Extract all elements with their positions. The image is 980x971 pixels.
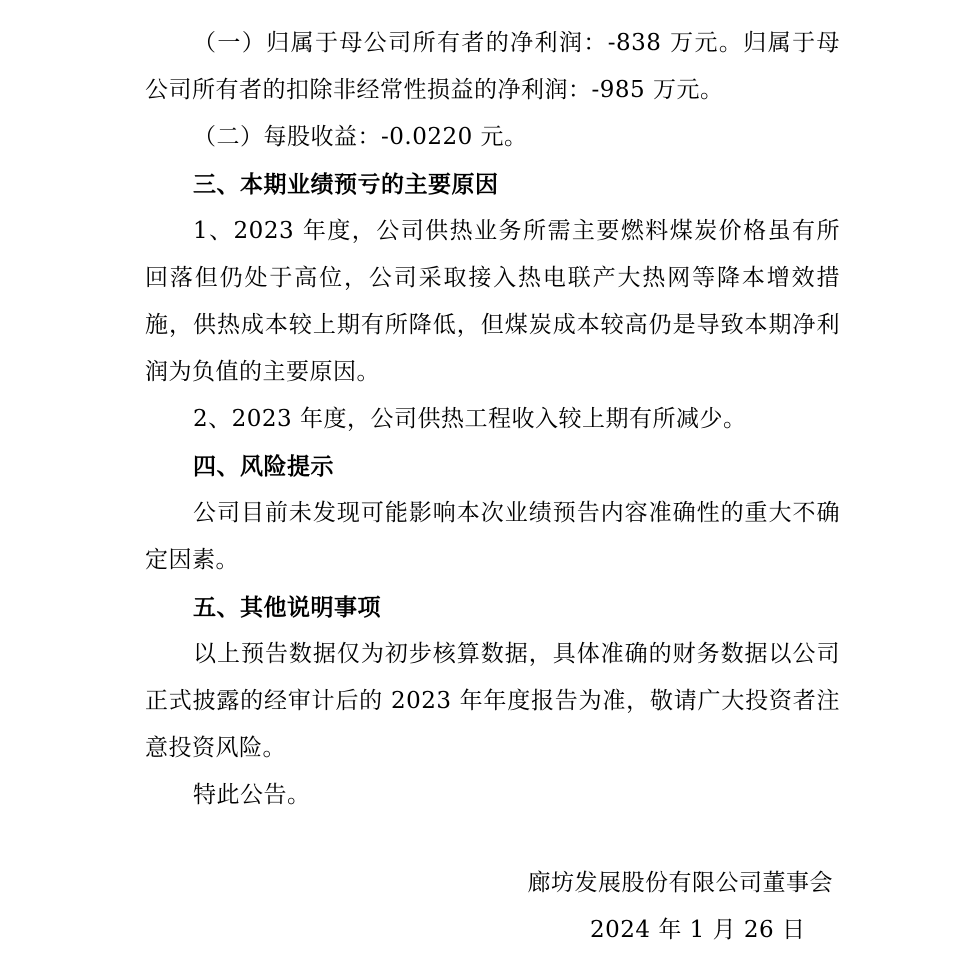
section-heading-risk: 四、风险提示	[193, 453, 334, 480]
reason-paragraph-2: 2、2023 年度，公司供热工程收入较上期有所减少。	[193, 406, 747, 432]
section-heading-other: 五、其他说明事项	[193, 594, 381, 621]
net-profit-paragraph: （一）归属于母公司所有者的净利润：-838 万元。归属于母公司所有者的扣除非经常性损益的净利润：-985 万元。	[145, 30, 840, 103]
document-body	[145, 20, 840, 819]
section-heading-reasons: 三、本期业绩预亏的主要原因	[193, 171, 499, 198]
closing-text: 特此公告。	[193, 782, 311, 808]
signature-company: 廊坊发展股份有限公司董事会	[527, 870, 833, 896]
other-paragraph: 以上预告数据仅为初步核算数据，具体准确的财务数据以公司正式披露的经审计后的 2023 年年度报告为准，敬请广大投资者注意投资风险。	[145, 641, 840, 761]
risk-paragraph: 公司目前未发现可能影响本次业绩预告内容准确性的重大不确定因素。	[145, 500, 840, 573]
signature-date: 2024 年 1 月 26 日	[590, 917, 806, 943]
eps-paragraph: （二）每股收益：-0.0220 元。	[193, 124, 528, 150]
reason-paragraph-1: 1、2023 年度，公司供热业务所需主要燃料煤炭价格虽有所回落但仍处于高位，公司采取接入热电联产大热网等降本增效措施，供热成本较上期有所降低，但煤炭成本较高仍是导致本期净利润为负值的主要原因。	[145, 218, 840, 385]
